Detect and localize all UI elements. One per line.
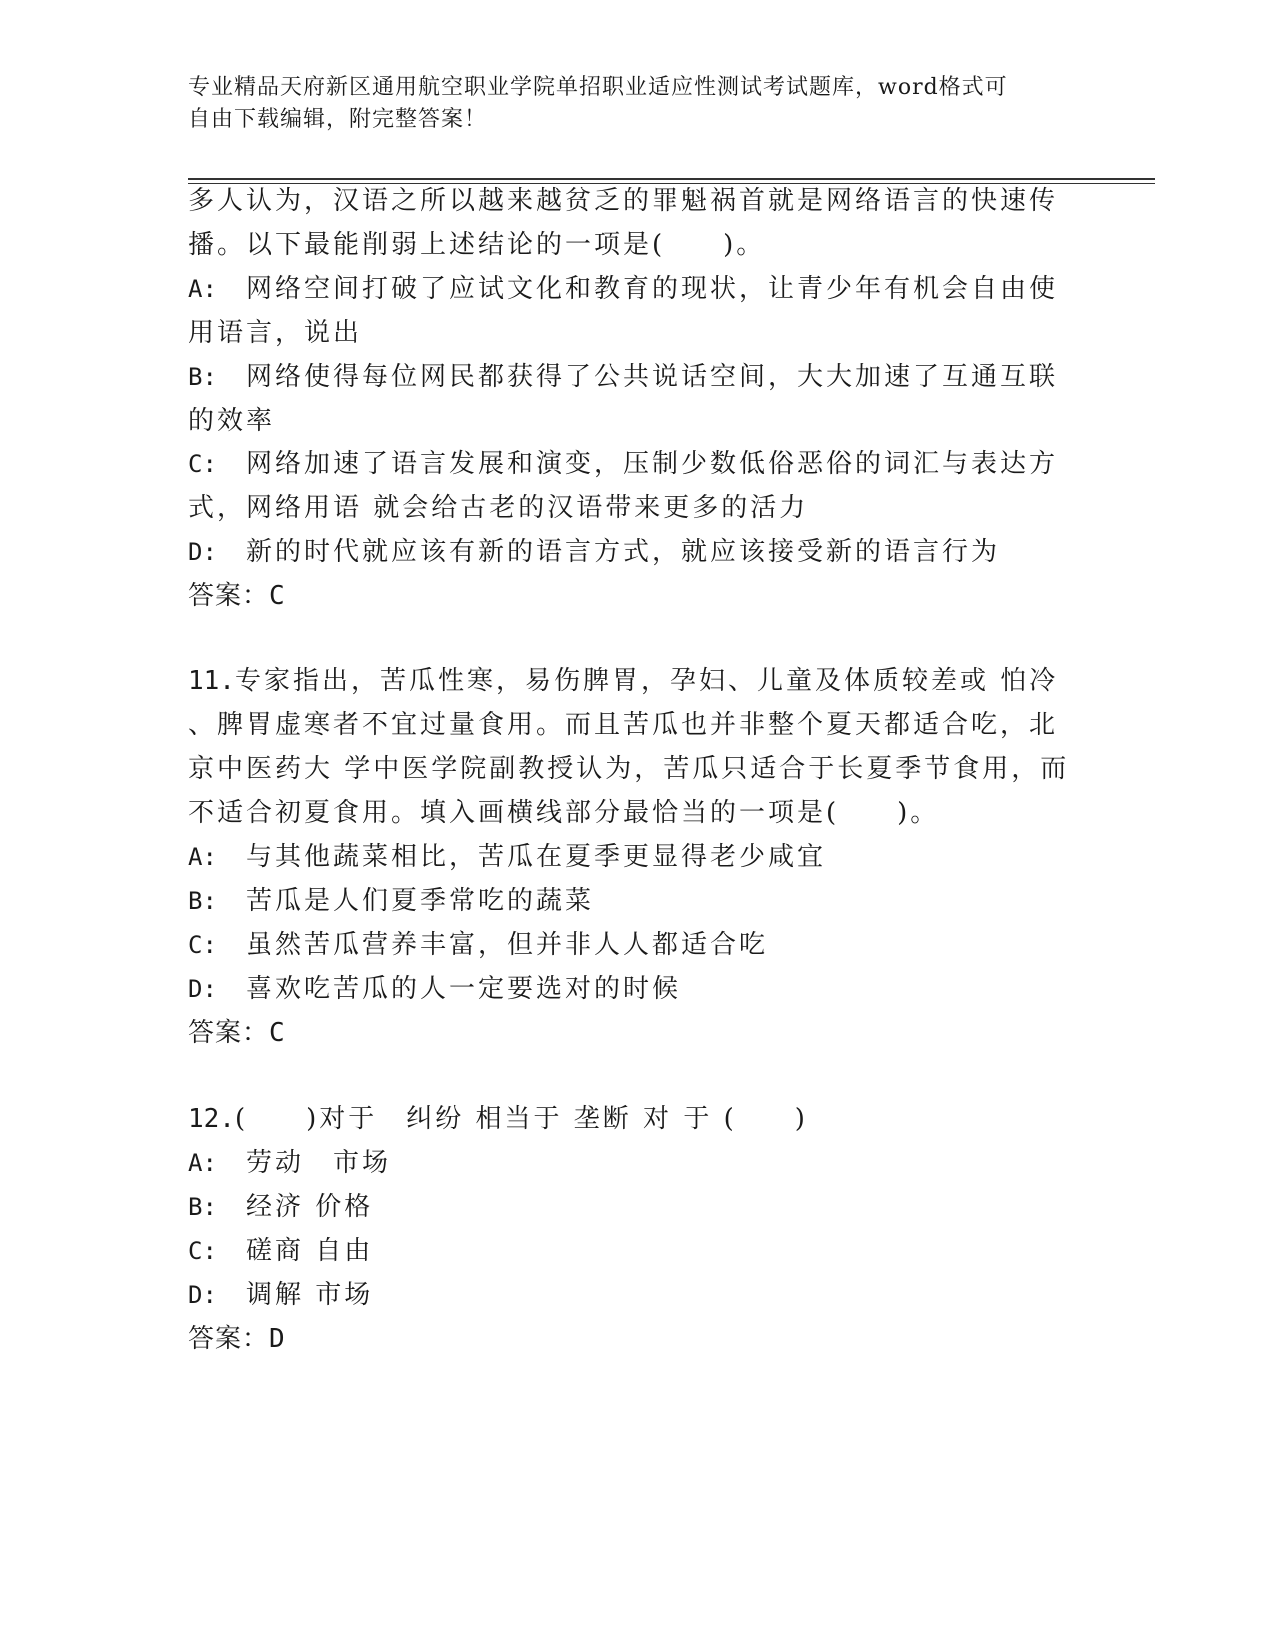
option-text: 新的时代就应该有新的语言方式，就应该接受新的语言行为 xyxy=(246,537,1001,567)
document-header xyxy=(188,72,1078,136)
option-text: 虽然苦瓜营养丰富，但并非人人都适合吃 xyxy=(246,930,769,960)
question-stem-line: 播。以下最能削弱上述结论的一项是( )。 xyxy=(188,230,766,260)
option-text: 调解 市场 xyxy=(246,1280,374,1310)
answer-value: C xyxy=(269,1018,286,1048)
option-letter: C: xyxy=(188,1237,217,1265)
option-letter: B: xyxy=(188,1193,217,1221)
question-stem-line: 京中医药大 学中医学院副教授认为，苦瓜只适合于长夏季节食用，而 xyxy=(188,754,1070,784)
option-text: 与其他蔬菜相比，苦瓜在夏季更显得老少咸宜 xyxy=(246,842,827,872)
option-a xyxy=(188,834,826,880)
option-text: 磋商 自由 xyxy=(246,1236,374,1266)
option-letter: A: xyxy=(188,843,217,871)
option-letter: D: xyxy=(188,538,217,566)
option-a xyxy=(188,266,1058,312)
option-text-continued: 式，网络用语 就会给古老的汉语带来更多的活力 xyxy=(188,493,809,523)
question-number: 11. xyxy=(188,666,235,696)
option-d xyxy=(188,529,1000,575)
option-letter: A: xyxy=(188,275,217,303)
question-stem-line: 多人认为，汉语之所以越来越贫乏的罪魁祸首就是网络语言的快速传 xyxy=(188,186,1059,216)
option-text: 网络空间打破了应试文化和教育的现状，让青少年有机会自由使 xyxy=(246,274,1059,304)
option-letter: C: xyxy=(188,450,217,478)
option-d xyxy=(188,966,681,1012)
option-letter: C: xyxy=(188,931,217,959)
answer xyxy=(188,1316,286,1362)
question-stem-text: 专家指出，苦瓜性寒，易伤脾胃，孕妇、儿童及体质较差或 怕冷 xyxy=(234,666,1059,696)
option-b xyxy=(188,878,594,924)
option-text: 网络使得每位网民都获得了公共说话空间，大大加速了互通互联 xyxy=(246,362,1059,392)
option-letter: D: xyxy=(188,975,217,1003)
header-line-2: 自由下载编辑，附完整答案！ xyxy=(188,107,488,132)
option-c xyxy=(188,922,768,968)
option-text: 经济 价格 xyxy=(246,1192,374,1222)
option-d xyxy=(188,1272,373,1318)
option-b xyxy=(188,354,1058,400)
option-text: 网络加速了语言发展和演变，压制少数低俗恶俗的词汇与表达方 xyxy=(246,449,1059,479)
option-letter: A: xyxy=(188,1149,217,1177)
option-letter: B: xyxy=(188,887,217,915)
answer-value: D xyxy=(269,1324,286,1354)
option-c xyxy=(188,441,1058,487)
answer-label: 答案： xyxy=(188,1324,270,1354)
option-c xyxy=(188,1228,373,1274)
option-b xyxy=(188,1184,373,1230)
question-stem-line xyxy=(188,1096,808,1142)
option-letter: D: xyxy=(188,1281,217,1309)
question-stem-line xyxy=(188,658,1058,704)
header-line-1: 专业精品天府新区通用航空职业学院单招职业适应性测试考试题库，word格式可 xyxy=(188,75,1008,100)
option-text: 苦瓜是人们夏季常吃的蔬菜 xyxy=(246,886,595,916)
answer xyxy=(188,573,286,619)
option-letter: B: xyxy=(188,363,217,391)
option-text-continued: 的效率 xyxy=(188,406,276,436)
option-text: 劳动 市场 xyxy=(246,1148,392,1178)
option-text: 喜欢吃苦瓜的人一定要选对的时候 xyxy=(246,974,682,1004)
option-a xyxy=(188,1140,391,1186)
answer-label: 答案： xyxy=(188,581,270,611)
option-text-continued: 用语言，说出 xyxy=(188,318,363,348)
question-stem-line: 不适合初夏食用。填入画横线部分最恰当的一项是( )。 xyxy=(188,798,940,828)
answer-label: 答案： xyxy=(188,1018,270,1048)
question-stem-text: ( )对于 纠纷 相当于 垄断 对 于 ( ) xyxy=(234,1104,808,1134)
answer xyxy=(188,1010,286,1056)
question-number: 12. xyxy=(188,1104,235,1134)
answer-value: C xyxy=(269,581,286,611)
question-stem-line: 、脾胃虚寒者不宜过量食用。而且苦瓜也并非整个夏天都适合吃，北 xyxy=(188,710,1059,740)
